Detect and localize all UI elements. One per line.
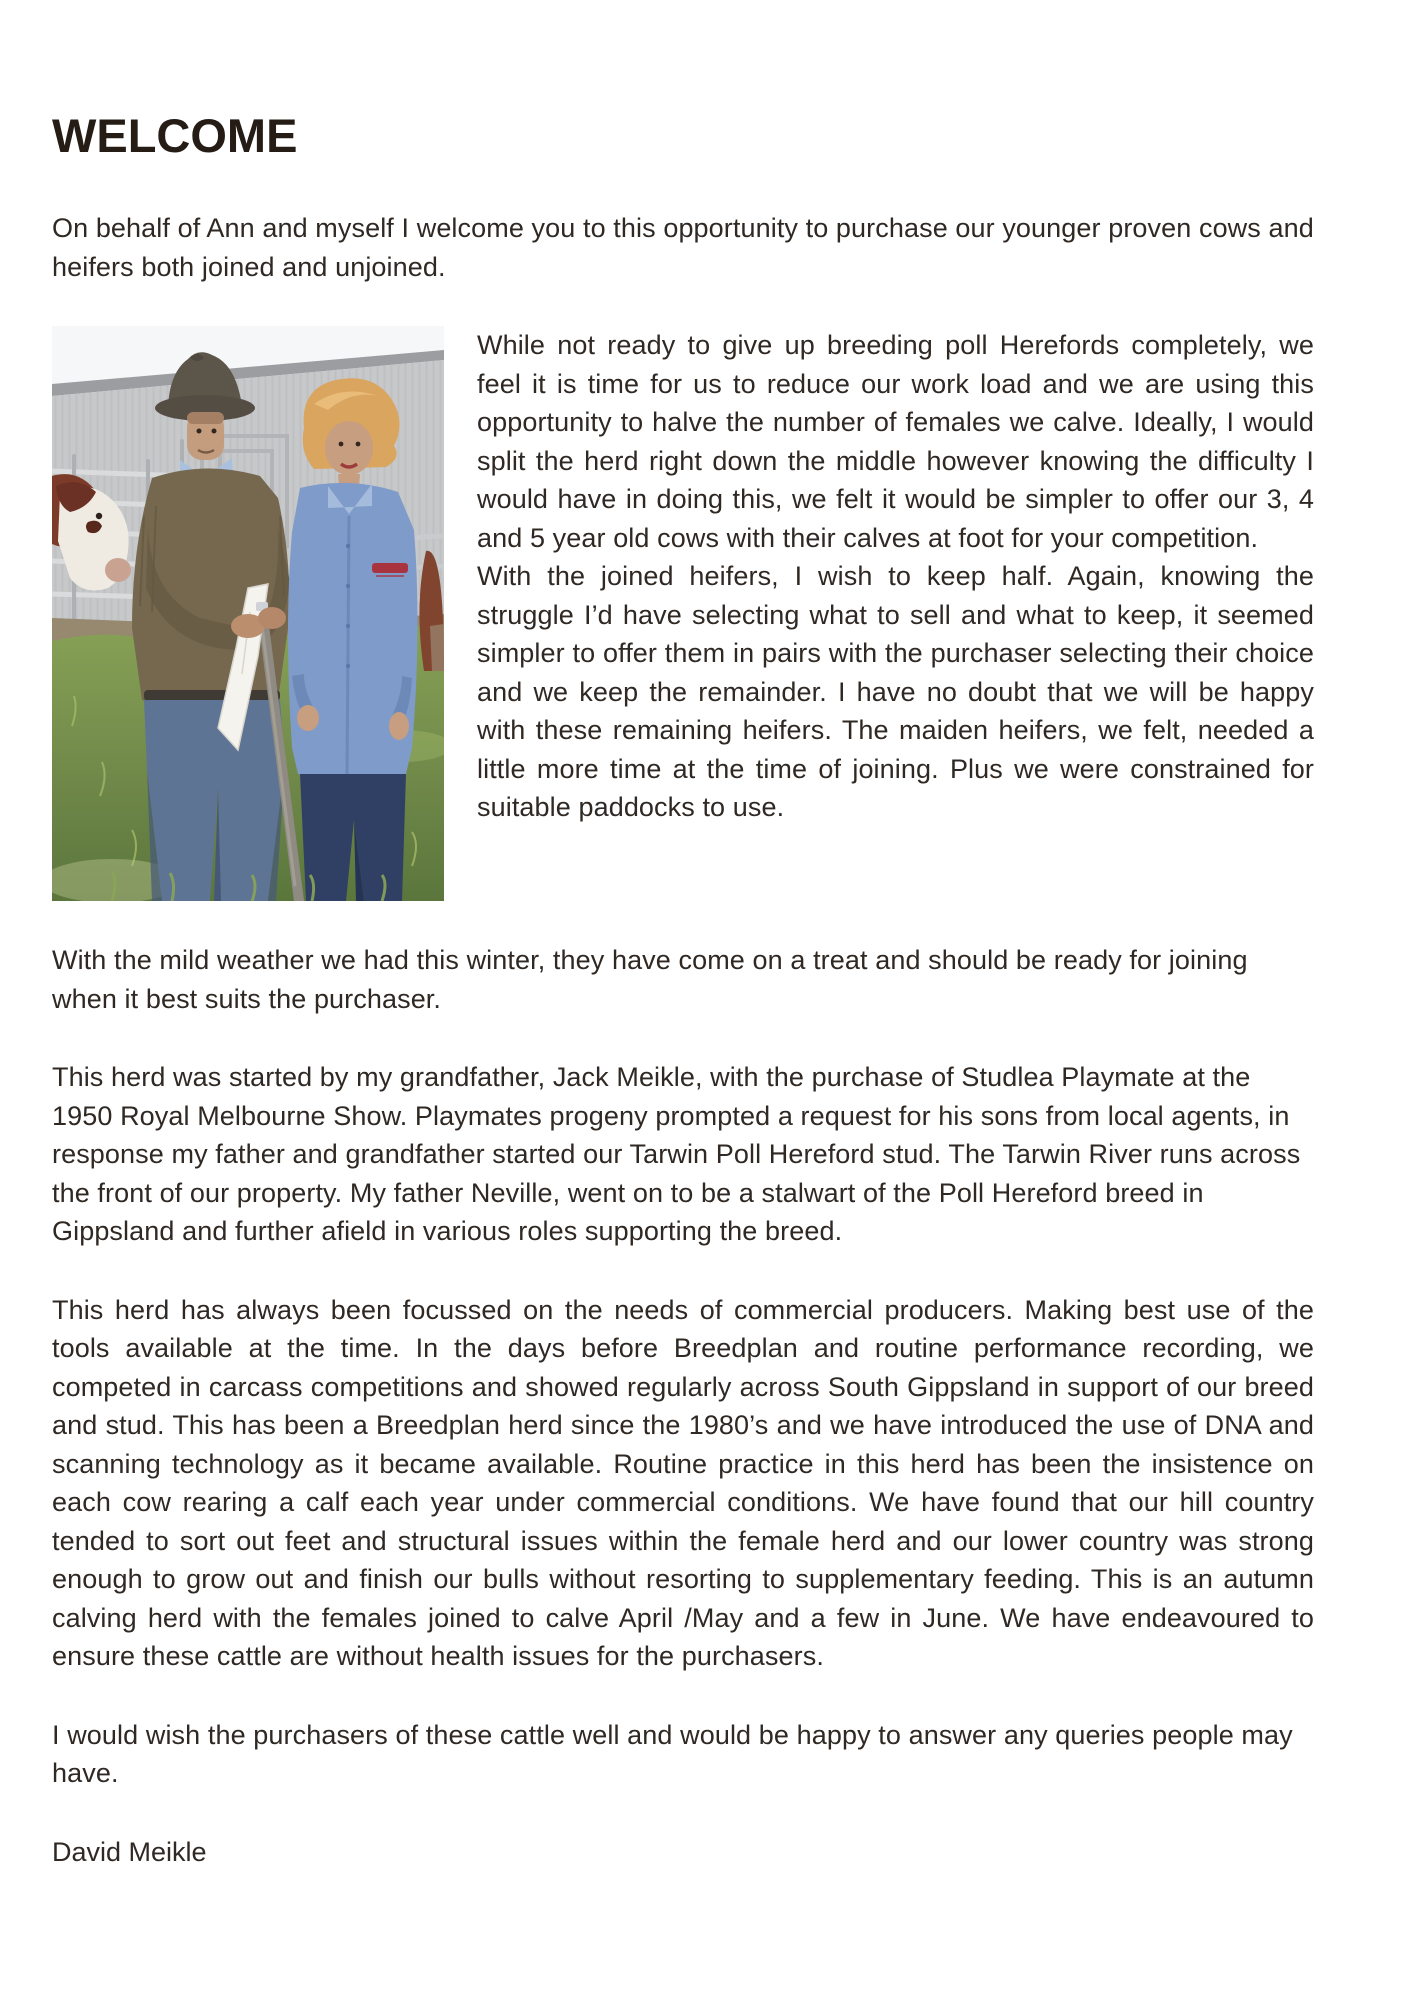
paragraph-weather: With the mild weather we had this winter, they have come on a treat and should be ready for joining when it best suits the purchaser.: [52, 945, 1248, 1014]
paragraph-commercial: This herd has always been focussed on the needs of commercial producers. Making best use of the tools available at the time. In the days before Breedplan and routine performance recording, we competed in carcass competitions and showed regularly across South Gippsland in support of our breed and stud. This has been a Breedplan herd since the 1980’s and we have introduced the use of DNA and scanning technology as it became available. Routine practice in this herd has been the insistence on each cow rearing a calf each year under commercial conditions. We have found that our hill country tended to sort out feet and structural issues within the female herd and our lower country was strong enough to grow out and finish our bulls without resorting to supplementary feeding. This is an autumn calving herd with the females joined to calve April /May and a few in June. We have endeavoured to ensure these cattle are without health issues for the purchasers.: [52, 1294, 1314, 1671]
paragraph-history: This herd was started by my grandfather, Jack Meikle, with the purchase of Studlea Playmate at the 1950 Royal Melbourne Show. Playmates progeny prompted a request for his sons from local agents, in response my father and grandfather started our Tarwin Poll Hereford stud. The Tarwin River runs across the front of our property. My father Neville, went on to be a stalwart of the Poll Hereford breed in Gippsland and further afield in various roles supporting the breed.: [52, 1062, 1301, 1246]
paragraph-closing: I would wish the purchasers of these cattle well and would be happy to answer any queries people may have.: [52, 1719, 1293, 1788]
signature: David Meikle: [52, 1836, 207, 1867]
photo-side-text: [477, 326, 1314, 901]
photo-couple: [52, 326, 444, 901]
intro-paragraph: On behalf of Ann and myself I welcome you to this opportunity to purchase our younger proven cows and heifers both joined and unjoined.: [52, 213, 1314, 282]
photo-paragraph-1: While not ready to give up breeding poll Herefords completely, we feel it is time for us to reduce our work load and we are using this opportunity to halve the number of females we calve. Ideally, I would split the herd right down the middle however knowing the difficulty I would have in doing this, we felt it would be simpler to offer our 3, 4 and 5 year old cows with their calves at foot for your competition.: [477, 330, 1314, 553]
photo-section: [52, 326, 1314, 901]
page-title: WELCOME: [52, 109, 298, 162]
photo-paragraph-2: With the joined heifers, I wish to keep half. Again, knowing the struggle I’d have selecting what to sell and what to keep, it seemed simpler to offer them in pairs with the purchaser selecting their choice and we keep the remainder. I have no doubt that we will be happy with these remaining heifers. The maiden heifers, we felt, needed a little more time at the time of joining. Plus we were constrained for suitable paddocks to use.: [477, 561, 1314, 822]
